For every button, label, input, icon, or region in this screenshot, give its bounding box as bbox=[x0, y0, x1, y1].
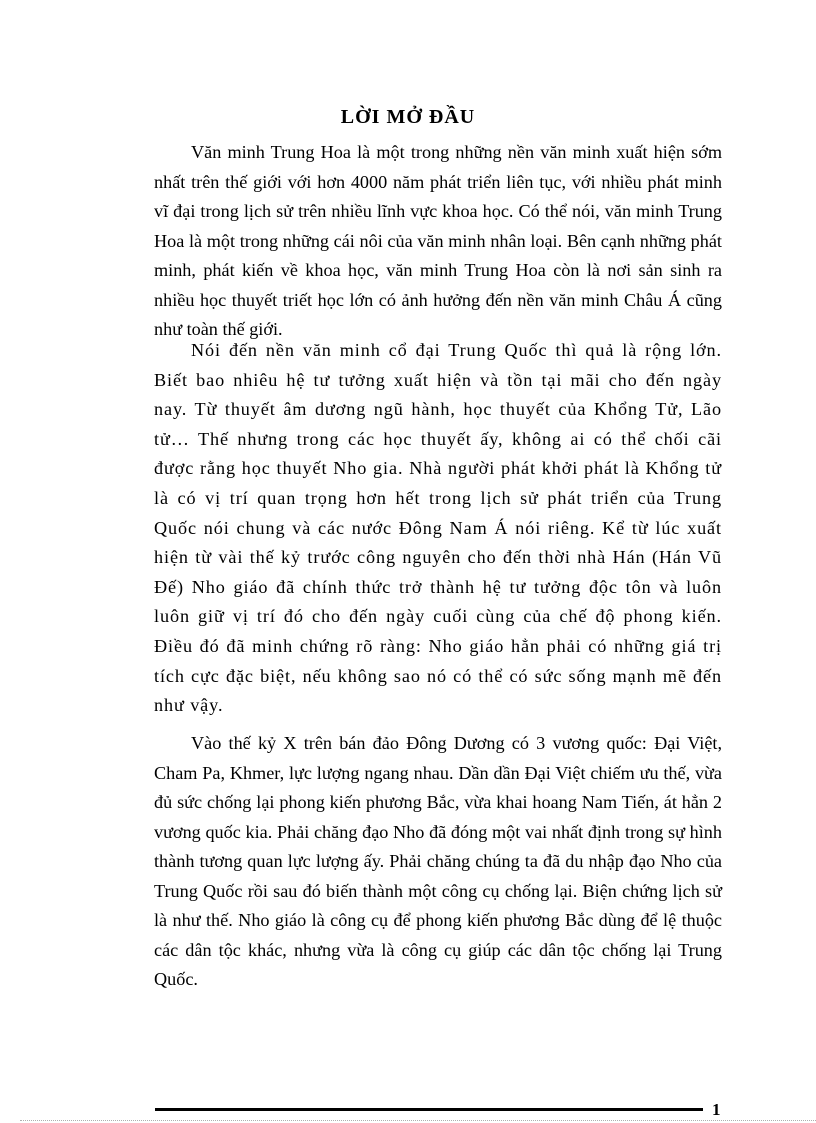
paragraph-intro: Văn minh Trung Hoa là một trong những nền văn minh xuất hiện sớm nhất trên thế giới với hơn 4000 năm phát triển liên tục, với nhiều phát minh vĩ đại trong lịch sử trên nhiều lĩnh vực khoa học. Có thể nói, văn minh Trung Hoa là một trong những cái nôi của văn minh nhân loại. Bên cạnh những phát minh, phát kiến về khoa học, văn minh Trung Hoa còn là nơi sản sinh ra nhiều học thuyết triết học lớn có ảnh hưởng đến nền văn minh Châu Á cũng như toàn thế giới. bbox=[154, 142, 722, 339]
paragraph-vietnam: Vào thế kỷ X trên bán đảo Đông Dương có 3 vương quốc: Đại Việt, Cham Pa, Khmer, lực lượng ngang nhau. Dần dần Đại Việt chiếm ưu thế, vừa đủ sức chống lại phong kiến phương Bắc, vừa khai hoang Nam Tiến, át hẳn 2 vương quốc kia. Phải chăng đạo Nho đã đóng một vai nhất định trong sự hình thành tương quan lực lượng ấy. Phải chăng chúng ta đã du nhập đạo Nho của Trung Quốc rồi sau đó biến thành một công cụ chống lại. Biện chứng lịch sử là như thế. Nho giáo là công cụ để phong kiến phương Bắc dùng để lệ thuộc các dân tộc khác, nhưng vừa là công cụ giúp các dân tộc chống lại Trung Quốc. bbox=[154, 733, 722, 989]
page-title: LỜI MỞ ĐẦU bbox=[340, 106, 476, 128]
page-number: 1 bbox=[712, 1100, 721, 1119]
page-break-dotted-line bbox=[20, 1120, 816, 1121]
footer-divider bbox=[155, 1108, 703, 1111]
paragraph-confucianism: Nói đến nền văn minh cổ đại Trung Quốc thì quả là rộng lớn. Biết bao nhiêu hệ tư tưởng xuất hiện và tồn tại mãi cho đến ngày nay. Từ thuyết âm dương ngũ hành, học thuyết của Khổng Tử, Lão tử… Thế nhưng trong các học thuyết ấy, không ai có thể chối cãi được rằng học thuyết Nho gia. Nhà người phát khởi phát là Khổng tử là có vị trí quan trọng hơn hết trong lịch sử phát triển của Trung Quốc nói chung và các nước Đông Nam Á nói riêng. Kể từ lúc xuất hiện từ vài thế kỷ trước công nguyên cho đến thời nhà Hán (Hán Vũ Đế) Nho giáo đã chính thức trở thành hệ tư tưởng độc tôn và luôn luôn giữ vị trí đó cho đến ngày cuối cùng của chế độ phong kiến. Điều đó đã minh chứng rõ ràng: Nho giáo hẳn phải có những giá trị tích cực đặc biệt, nếu không sao nó có thể có sức sống mạnh mẽ đến như vậy. bbox=[154, 340, 722, 716]
